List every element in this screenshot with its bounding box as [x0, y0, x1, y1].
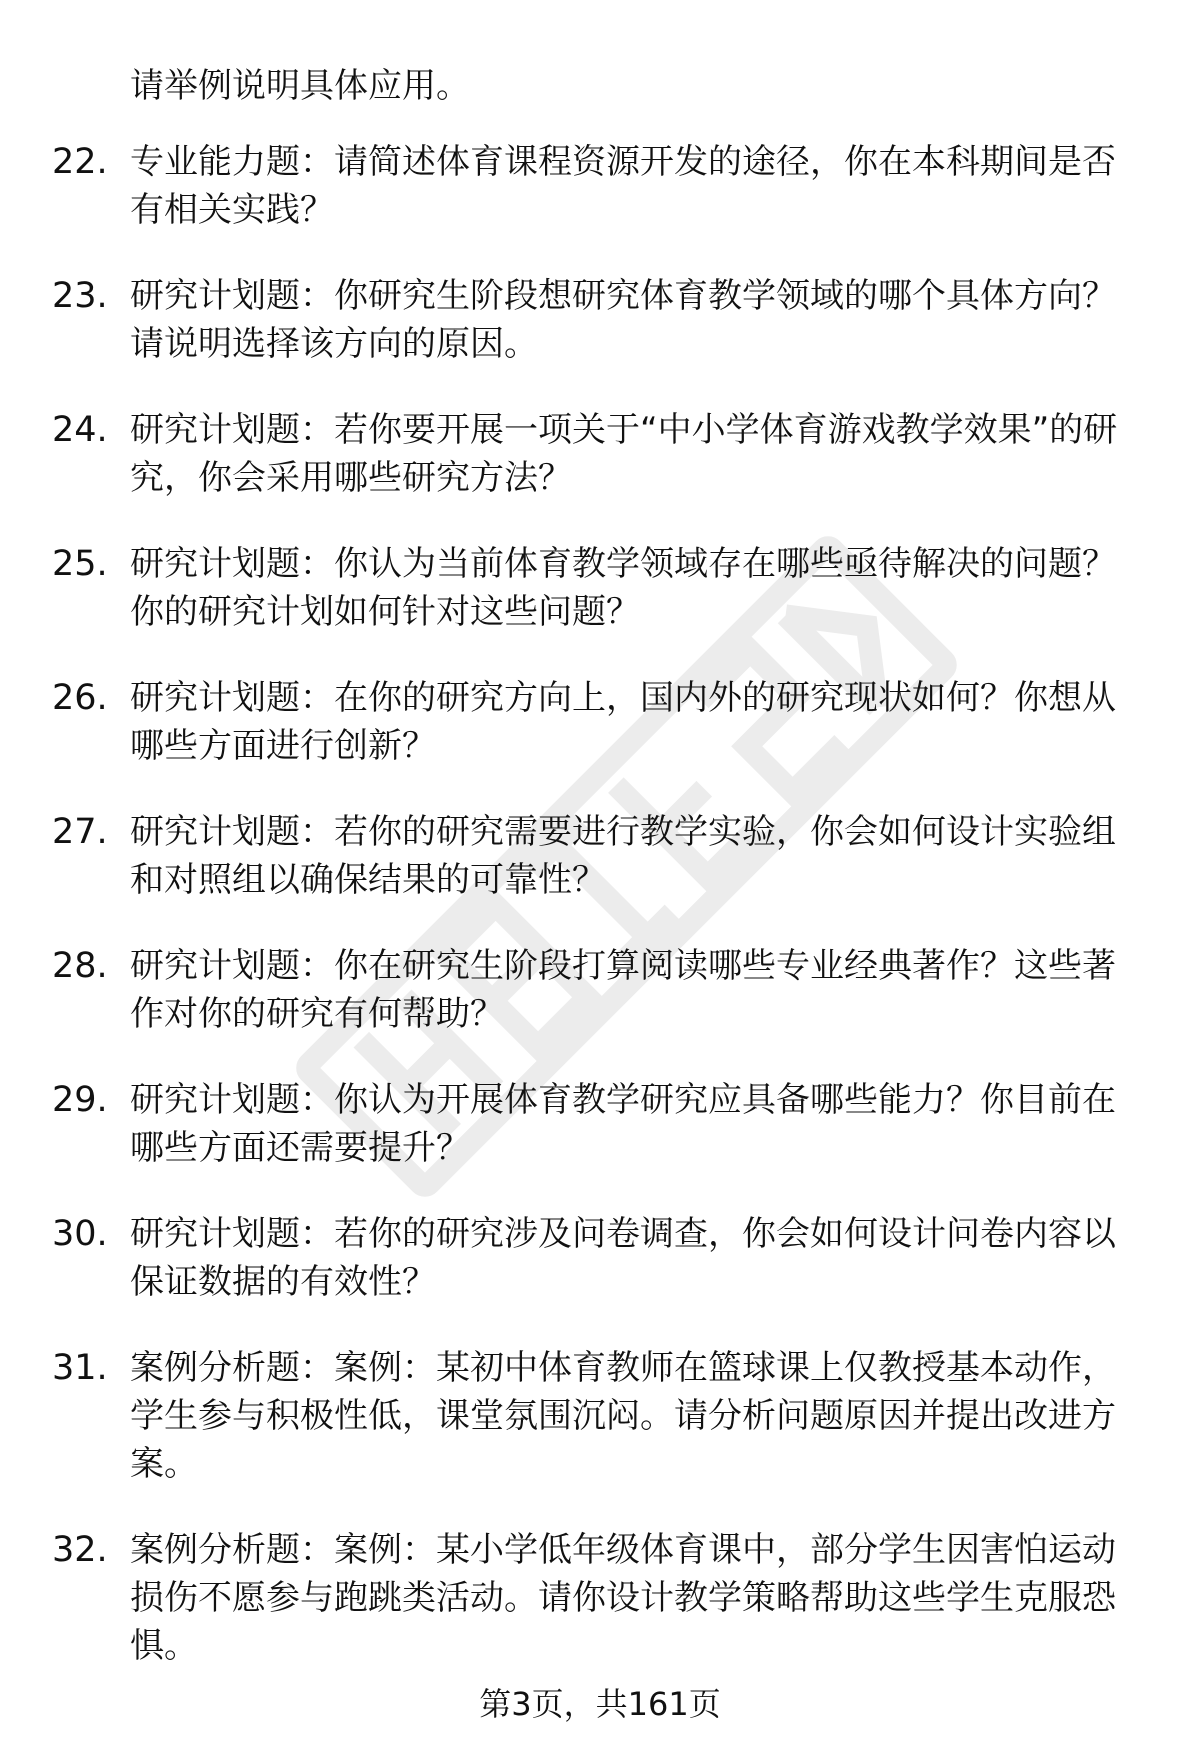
question-item-32 — [0, 1526, 1200, 1708]
question-number: 27. — [52, 812, 108, 852]
question-item-22 — [0, 138, 1200, 272]
page-footer: 第3页，共161页 — [479, 1685, 721, 1723]
question-number: 31. — [52, 1348, 108, 1388]
question-text: 研究计划题：若你的研究涉及问卷调查，你会如何设计问卷内容以保证数据的有效性？ — [130, 1214, 1116, 1302]
question-number: 26. — [52, 678, 108, 718]
question-number: 23. — [52, 276, 108, 316]
continuation-text: 请举例说明具体应用。 — [130, 66, 470, 106]
question-number: 28. — [52, 946, 108, 986]
question-text: 研究计划题：若你的研究需要进行教学实验，你会如何设计实验组和对照组以确保结果的可靠性？ — [130, 812, 1116, 900]
question-number: 25. — [52, 544, 108, 584]
question-number: 24. — [52, 410, 108, 450]
question-item-23 — [0, 272, 1200, 406]
question-item-31 — [0, 1344, 1200, 1526]
question-text: 研究计划题：你认为开展体育教学研究应具备哪些能力？你目前在哪些方面还需要提升？ — [130, 1080, 1116, 1168]
question-item-29 — [0, 1076, 1200, 1210]
question-item-27 — [0, 808, 1200, 942]
question-text: 研究计划题：你认为当前体育教学领域存在哪些亟待解决的问题？你的研究计划如何针对这些问题？ — [130, 544, 1116, 632]
question-item-30 — [0, 1210, 1200, 1344]
question-number: 32. — [52, 1530, 108, 1570]
question-text: 案例分析题：案例：某小学低年级体育课中，部分学生因害怕运动损伤不愿参与跑跳类活动。请你设计教学策略帮助这些学生克服恐惧。 — [130, 1530, 1116, 1666]
question-item-24 — [0, 406, 1200, 540]
question-number: 22. — [52, 142, 108, 182]
question-text: 专业能力题：请简述体育课程资源开发的途径，你在本科期间是否有相关实践？ — [130, 142, 1116, 230]
question-text: 研究计划题：你在研究生阶段打算阅读哪些专业经典著作？这些著作对你的研究有何帮助？ — [130, 946, 1116, 1034]
question-text: 研究计划题：若你要开展一项关于“中小学体育游戏教学效果”的研究，你会采用哪些研究方法？ — [130, 410, 1118, 498]
question-number: 29. — [52, 1080, 108, 1120]
question-item-28 — [0, 942, 1200, 1076]
question-list — [0, 138, 1200, 1708]
question-item-26 — [0, 674, 1200, 808]
question-text: 研究计划题：在你的研究方向上，国内外的研究现状如何？你想从哪些方面进行创新？ — [130, 678, 1116, 766]
question-text: 研究计划题：你研究生阶段想研究体育教学领域的哪个具体方向？请说明选择该方向的原因。 — [130, 276, 1116, 364]
question-text: 案例分析题：案例：某初中体育教师在篮球课上仅教授基本动作，学生参与积极性低，课堂氛围沉闷。请分析问题原因并提出改进方案。 — [130, 1348, 1116, 1484]
question-item-25 — [0, 540, 1200, 674]
question-number: 30. — [52, 1214, 108, 1254]
